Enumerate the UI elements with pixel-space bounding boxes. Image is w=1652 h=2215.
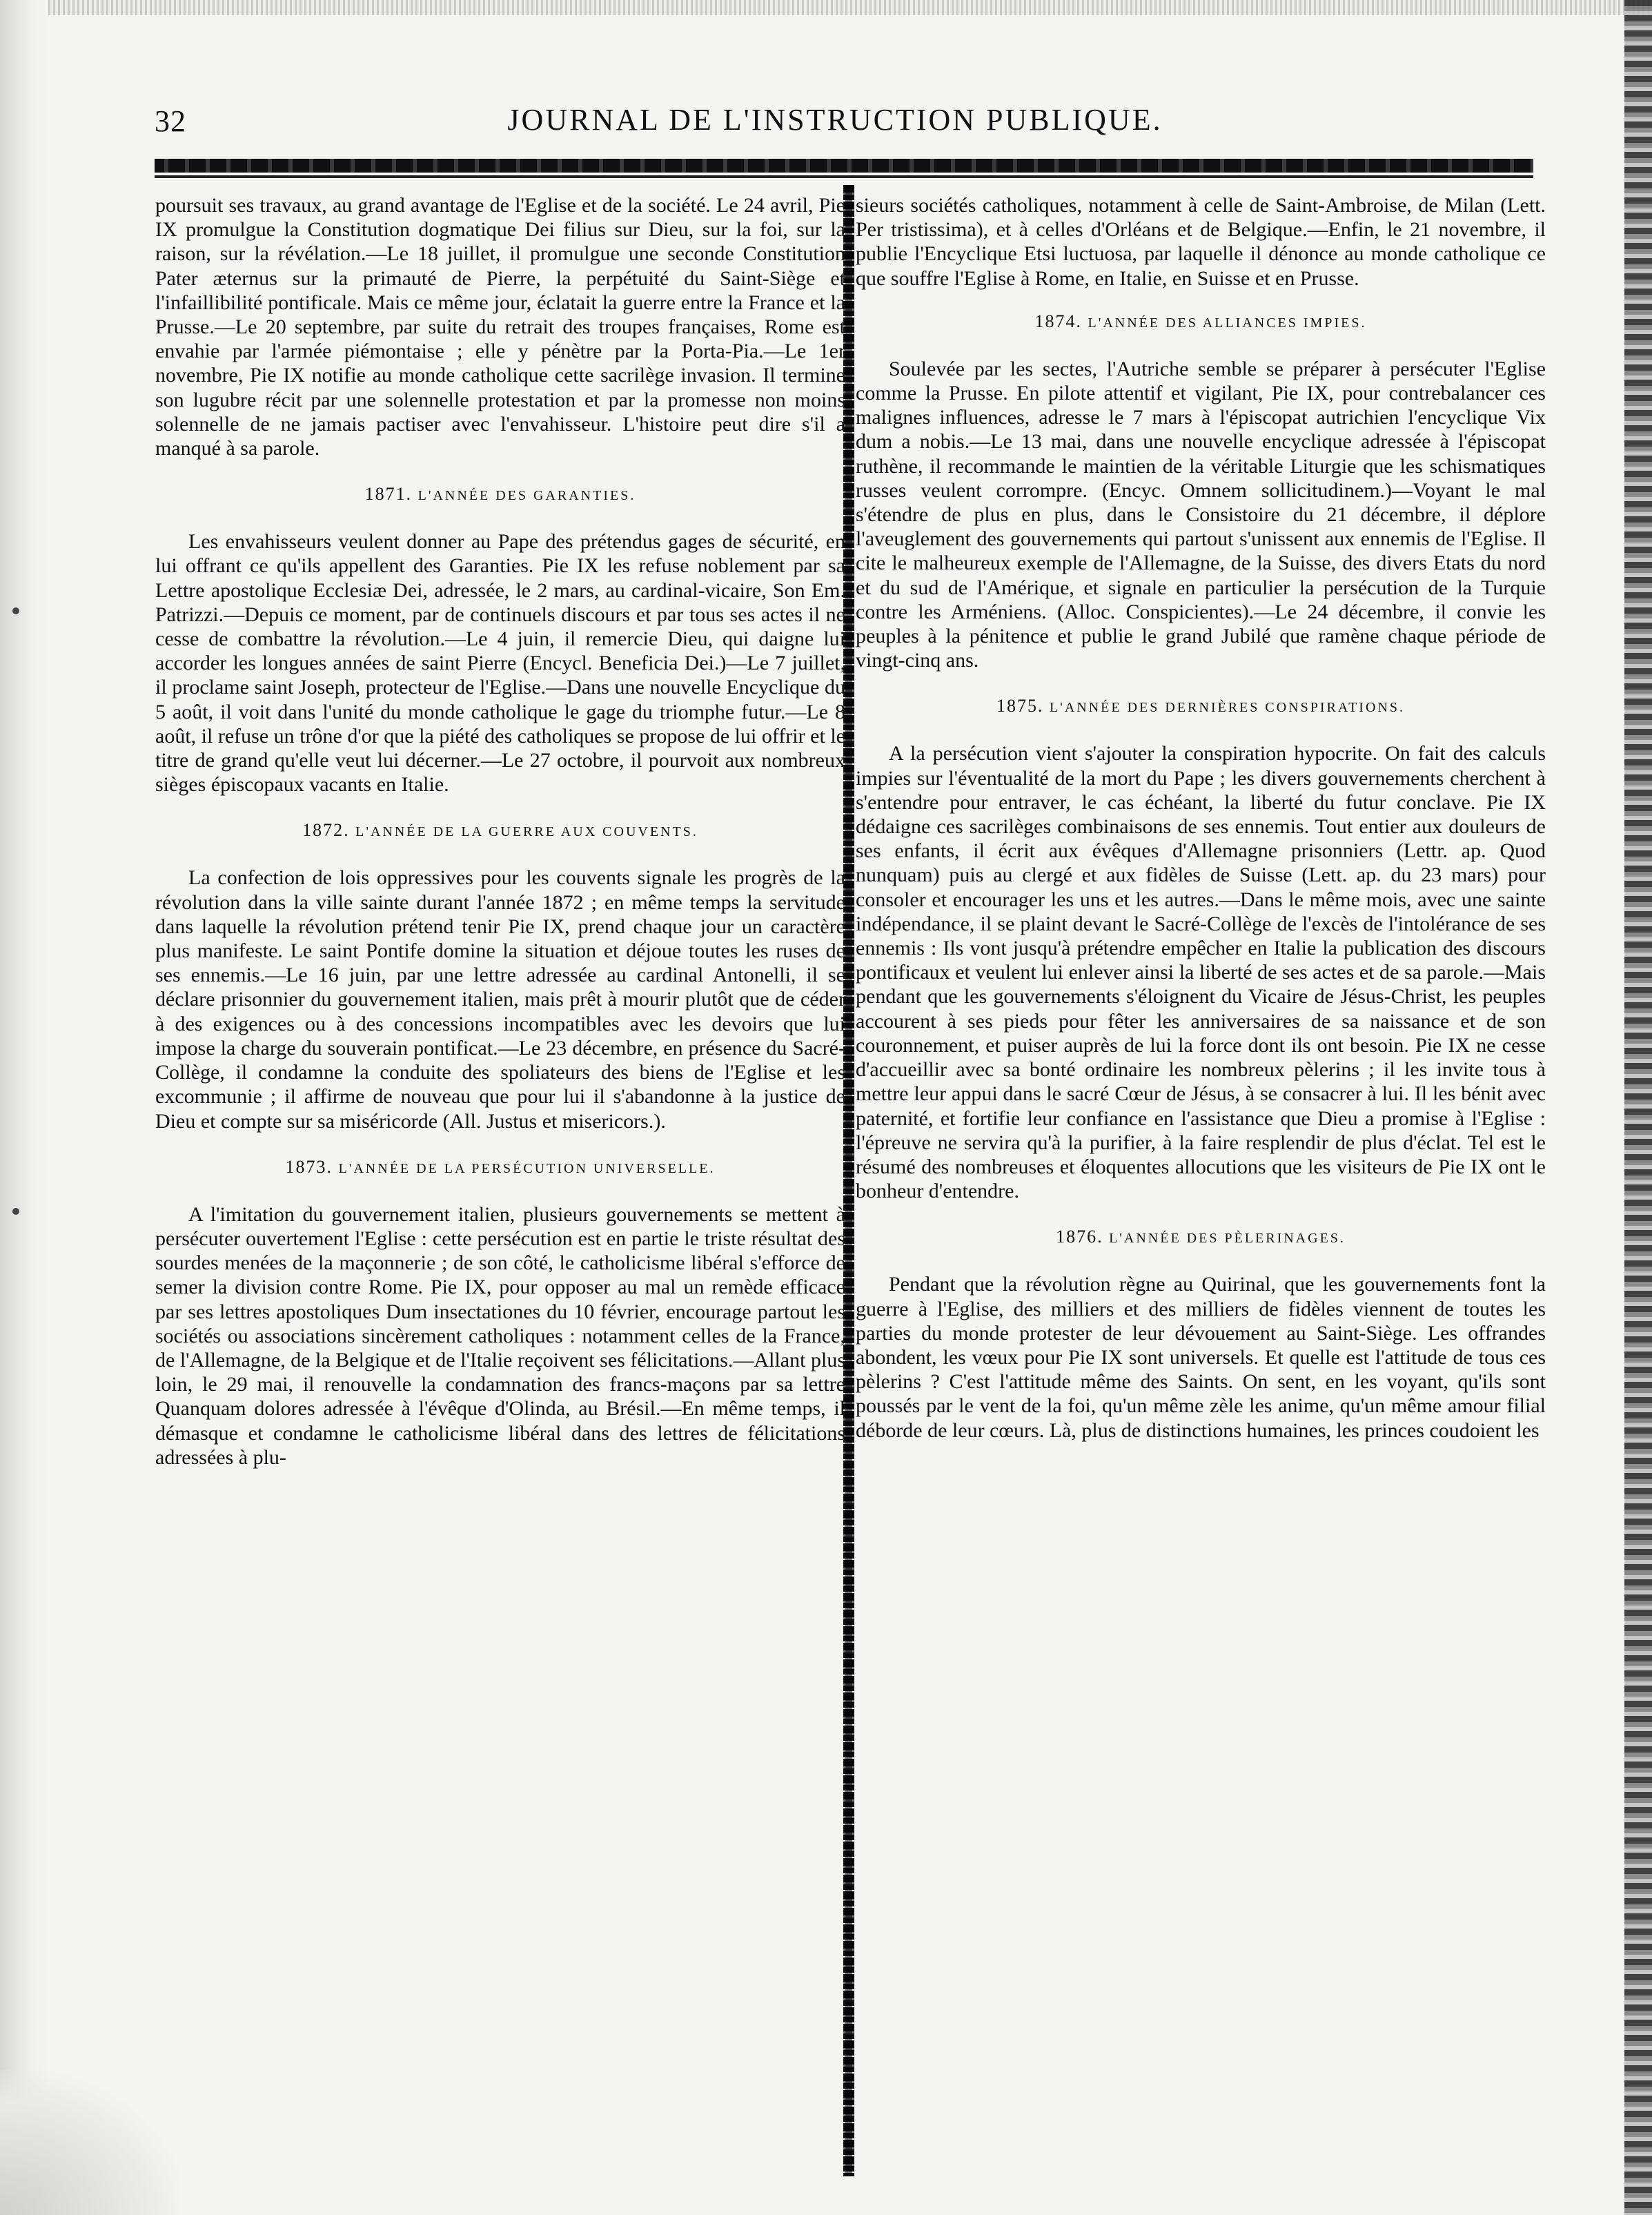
journal-title: JOURNAL DE L'INSTRUCTION PUBLIQUE. bbox=[507, 103, 1163, 137]
section-title: L'ANNÉE DE LA PERSÉCUTION UNIVERSELLE. bbox=[338, 1160, 716, 1176]
paragraph: poursuit ses travaux, au grand avantage de l'Eglise et de la société. Le 24 avril, Pie IX promulgue la Constitution dogmatique Dei filius sur Dieu, sur la foi, sur la raison, sur la révélation.—Le 18 juillet, il promulgue une seconde Constitution Pater æternus sur la primauté de Pierre, la perpétuité du Saint-Siège et l'infaillibilité pontificale. Mais ce même jour, éclatait la guerre entre la France et la Prusse.—Le 20 septembre, par suite du retrait des troupes françaises, Rome est envahie par l'armée piémontaise ; elle y pénètre par la Porta-Pia.—Le 1er novembre, Pie IX notifie au monde catholique cette sacrilège invasion. Il termine son lugubre récit par une solennelle protestation et par la promesse non moins solennelle de ne jamais pactiser avec l'envahisseur. L'histoire peut dire s'il a manqué à sa parole. bbox=[155, 194, 845, 460]
section-title: L'ANNÉE DES GARANTIES. bbox=[417, 488, 636, 504]
paragraph: Pendant que la révolution règne au Quirinal, que les gouvernements font la guerre à l'Eglise, des milliers et des milliers de fidèles viennent de toutes les parties du monde protester de leur dévouement au Saint-Siège. Les offrandes abondent, les vœux pour Pie IX sont universels. Et quelle est l'attitude de tous ces pèlerins ? C'est l'attitude même des Saints. On sent, en les voyant, qu'ils sont poussés par le vent de la foi, qu'un même zèle les anime, qu'un même amour filial déborde de leur cœurs. Là, plus de distinctions humaines, les princes coudoient les bbox=[856, 1273, 1546, 1442]
section-heading bbox=[155, 1157, 845, 1178]
section-year: 1873. bbox=[285, 1156, 333, 1177]
left-column bbox=[155, 193, 845, 2192]
section-year: 1875. bbox=[996, 696, 1044, 716]
page-edge-right bbox=[1624, 0, 1652, 2215]
paragraph: Soulevée par les sectes, l'Autriche semble se préparer à persécuter l'Eglise comme la Prusse. En pilote attentif et vigilant, Pie IX, pour contrebalancer ces malignes influences, adresse le 7 mars à l'épiscopat autrichien l'encyclique Vix dum a nobis.—Le 13 mai, dans une nouvelle encyclique adressée à l'épiscopat ruthène, il recommande le maintien de la véritable Liturgie que les schismatiques russes veulent corrompre. (Encyc. Omnem sollicitudinem.)—Voyant le mal s'étendre de plus en plus, dans le Consistoire du 21 décembre, il déplore l'aveuglement des gouvernements qui partout s'unissent aux ennemis de l'Eglise. Il cite le malheureux exemple de l'Allemagne, de la Suisse, des divers Etats du nord et du sud de l'Amérique, et signale en particulier la persécution de la Turquie contre les Arméniens. (Alloc. Conspicientes).—Le 24 décembre, il convie les peuples à la pénitence et publie le grand Jubilé que ramène chaque période de vingt-cinq ans. bbox=[856, 357, 1546, 672]
section-title: L'ANNÉE DE LA GUERRE AUX COUVENTS. bbox=[355, 824, 698, 840]
section-year: 1872. bbox=[302, 820, 350, 841]
section-heading bbox=[856, 311, 1546, 332]
scan-speck bbox=[12, 607, 19, 614]
paragraph: sieurs sociétés catholiques, notamment à celle de Saint-Ambroise, de Milan (Lett. Per tristissima), et à celles d'Orléans et de Belgique.—Enfin, le 21 novembre, il publie l'Encyclique Etsi luctuosa, par laquelle il dénonce au monde catholique ce que souffre l'Eglise à Rome, en Italie, en Suisse et en Prusse. bbox=[856, 194, 1546, 290]
page-edge-left bbox=[0, 0, 48, 2215]
right-column bbox=[856, 193, 1546, 2192]
section-year: 1871. bbox=[364, 484, 413, 505]
section-heading bbox=[856, 1227, 1546, 1247]
section-year: 1876. bbox=[1056, 1227, 1103, 1247]
section-title: L'ANNÉE DES ALLIANCES IMPIES. bbox=[1088, 315, 1367, 331]
paragraph: Les envahisseurs veulent donner au Pape des prétendus gages de sécurité, en lui offrant ce qu'ils appellent des Garanties. Pie IX les refuse noblement par sa Lettre apostolique Ecclesiæ Dei, adressée, le 2 mars, au cardinal-vicaire, Son Em. Patrizzi.—Depuis ce moment, par de continuels discours et par tous ses actes il ne cesse de combattre la révolution.—Le 4 juin, il remercie Dieu, qui daigne lui accorder les longues années de saint Pierre (Encycl. Beneficia Dei.)—Le 7 juillet, il proclame saint Joseph, protecteur de l'Eglise.—Dans une nouvelle Encyclique du 5 août, il voit dans l'unité du monde catholique le gage du triomphe futur.—Le 8 août, il refuse un trône d'or que la piété des catholiques se propose de lui offrir et le titre de grand qu'elle veut lui décerner.—Le 27 octobre, il pourvoit aux nombreux sièges épiscopaux vacants en Italie. bbox=[155, 530, 845, 797]
scan-speck bbox=[12, 1208, 19, 1215]
section-heading bbox=[155, 484, 845, 505]
section-title: L'ANNÉE DES DERNIÈRES CONSPIRATIONS. bbox=[1050, 700, 1405, 716]
paragraph: La confection de lois oppressives pour les couvents signale les progrès de la révolution dans la ville sainte durant l'année 1872 ; en même temps la servitude dans laquelle la révolution prétend tenir Pie IX, prend chaque jour un caractère plus manifeste. Le saint Pontife domine la situation et déjoue toutes les ruses de ses ennemis.—Le 16 juin, par une lettre adressée au cardinal Antonelli, il se déclare prisonnier du gouvernement italien, mais prêt à mourir plutôt que de céder à des exigences ou à des concessions incompatibles avec les devoirs que lui impose la charge du souverain pontificat.—Le 23 décembre, en présence du Sacré-Collège, il condamne la conduite des spoliateurs des biens de l'Eglise et les excommunie ; il affirme de nouveau que pour lui il s'abandonne à la justice de Dieu et compte sur sa miséricorde (All. Justus et misericors.). bbox=[155, 866, 845, 1133]
section-heading bbox=[856, 696, 1546, 716]
paragraph: A l'imitation du gouvernement italien, plusieurs gouvernements se mettent à persécuter ouvertement l'Eglise : cette persécution est en partie le triste résultat des sourdes menées de la maçonnerie ; de son côté, le catholicisme libéral s'efforce de semer la division contre Rome. Pie IX, pour opposer au mal un remède efficace par ses lettres apostoliques Dum insectationes du 10 février, encourage partout les sociétés ou associations sincèrement catholiques : notamment celles de la France, de l'Allemagne, de la Belgique et de l'Italie reçoivent ses félicitations.—Allant plus loin, le 29 mai, il renouvelle la condamnation des francs-maçons par sa lettre Quanquam dolores adressée à l'évêque d'Olinda, au Brésil.—En même temps, il démasque et condamne le catholicisme libéral dans des lettres de félicitations adressées à plu- bbox=[155, 1202, 845, 1469]
section-year: 1874. bbox=[1034, 311, 1083, 331]
header-rule-thin bbox=[155, 175, 1533, 178]
header-rule bbox=[155, 159, 1533, 173]
page-corner-smudge bbox=[0, 2070, 179, 2215]
page-edge-top bbox=[0, 0, 1652, 15]
paragraph: A la persécution vient s'ajouter la conspiration hypocrite. On fait des calculs impies sur l'éventualité de la mort du Pape ; les divers gouvernements cherchent à s'entendre pour entraver, le cas échéant, la liberté du futur conclave. Pie IX dédaigne ces sacrilèges combinaisons de ses ennemis. Tout entier aux douleurs de ses enfants, il écrit aux évêques d'Allemagne prisonniers (Lettr. ap. Quod nunquam) puis au clergé et aux fidèles de Suisse (Lett. ap. du 23 mars) pour consoler et encourager les uns et les autres.—Dans le même mois, avec une sainte indépendance, il se plaint devant le Sacré-Collège de l'excès de l'intolérance de ses ennemis : Ils vont jusqu'à prétendre empêcher en Italie la publication des discours pontificaux et veulent lui enlever ainsi la liberté de ses actes et de sa parole.—Mais pendant que les gouvernements s'éloignent du Vicaire de Jésus-Christ, les peuples accourent à ses pieds pour fêter les anniversaires de sa naissance et de son couronnement, et puiser auprès de lui la force dont ils ont besoin. Pie IX ne cesse d'accueillir avec sa bonté ordinaire les nombreux pèlerins ; il les invite tous à mettre leur appui dans le sacré Cœur de Jésus, à se consacrer à lui. Il les bénit avec paternité, et fortifie leur confiance en l'assistance que Dieu a promise à l'Eglise : l'épreuve ne servira qu'à la purifier, à la faire resplendir de plus d'éclat. Tel est le résumé des nombreuses et éloquentes allocutions que les visiteurs de Pie IX ont le bonheur d'entendre. bbox=[856, 742, 1546, 1203]
section-title: L'ANNÉE DES PÈLERINAGES. bbox=[1109, 1231, 1346, 1247]
section-heading bbox=[155, 820, 845, 841]
page-number: 32 bbox=[155, 104, 186, 138]
